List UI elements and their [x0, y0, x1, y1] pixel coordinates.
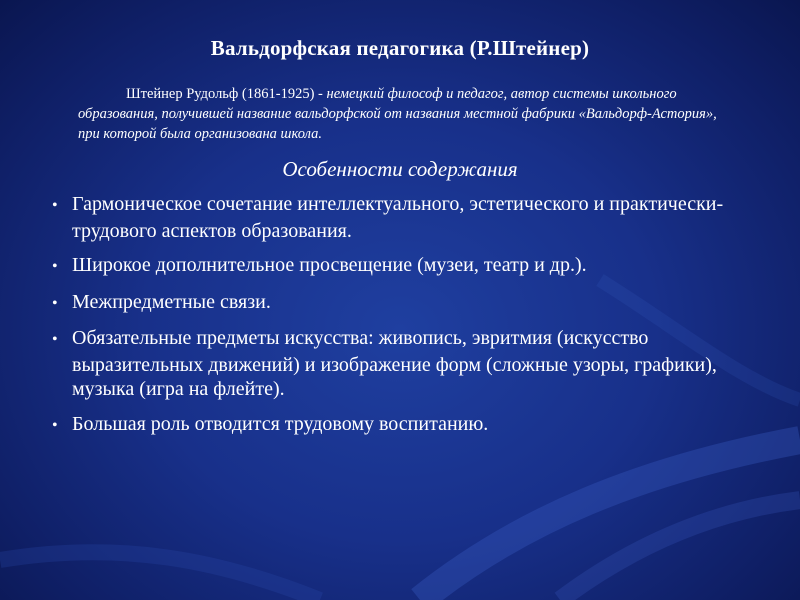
- list-item: [20, 326, 740, 402]
- list-item: [20, 192, 740, 243]
- bullet-text: Широкое дополнительное просвещение (музеи, театр и др.).: [72, 254, 587, 276]
- bullet-text: Обязательные предметы искусства: живопись, эвритмия (искусство выразительных движений) и изображение форм (сложные узоры, графики), музыка (игра на флейте).: [72, 327, 717, 400]
- bullet-text: Межпредметные связи.: [72, 290, 271, 313]
- bullet-text: Большая роль отводится трудовому воспитанию.: [72, 412, 489, 435]
- bullet-icon: •: [52, 331, 58, 348]
- slide-title: Вальдорфская педагогика (Р.Штейнер): [210, 36, 590, 60]
- bullet-icon: •: [52, 294, 58, 312]
- list-item: [20, 253, 740, 280]
- bullet-icon: •: [52, 416, 58, 434]
- intro-definition: немецкий философ и педагог, автор системы школьного образования, получившей название вальдорфской от названия местной фабрики «Вальдорф-Астория», при которой была организована школа.: [78, 86, 717, 142]
- bullet-list: [20, 192, 740, 448]
- section-subtitle: Особенности содержания: [282, 157, 518, 181]
- list-item: [20, 412, 740, 439]
- intro-paragraph: [78, 84, 738, 144]
- bullet-icon: •: [52, 258, 58, 275]
- bullet-text: Гармоническое сочетание интеллектуального, эстетического и практически-трудового аспектов образования.: [72, 193, 724, 242]
- bullet-icon: •: [52, 197, 58, 214]
- list-item: [20, 290, 740, 317]
- intro-name: Штейнер Рудольф (1861-1925) -: [126, 86, 323, 102]
